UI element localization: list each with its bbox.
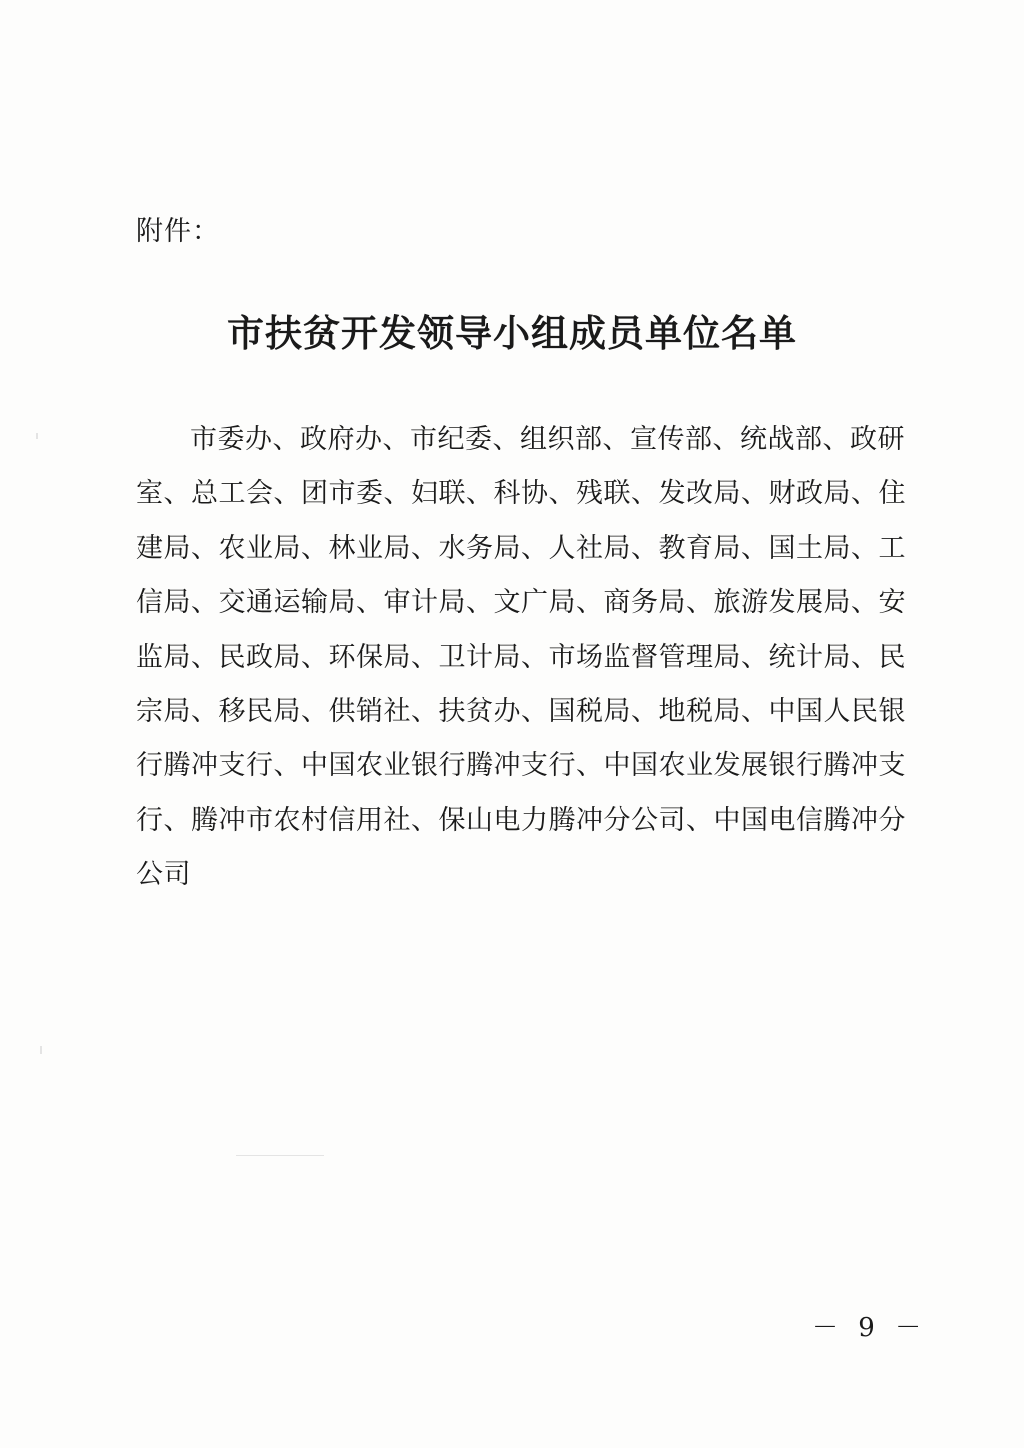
document-title: 市扶贫开发领导小组成员单位名单 <box>227 311 797 355</box>
scan-artifact-line <box>236 1155 324 1156</box>
body-line: 室、总工会、团市委、妇联、科协、残联、发改局、财政局、住 <box>136 478 906 510</box>
body-line: 市委办、政府办、市纪委、组织部、宣传部、统战部、政研 <box>190 424 905 455</box>
body-line: 行、腾冲市农村信用社、保山电力腾冲分公司、中国电信腾冲分 <box>136 804 906 836</box>
body-line: 信局、交通运输局、审计局、文广局、商务局、旅游发展局、安 <box>136 587 906 619</box>
member-unit-list <box>136 413 906 903</box>
body-line: 监局、民政局、环保局、卫计局、市场监督管理局、统计局、民 <box>136 641 906 673</box>
body-line: 宗局、移民局、供销社、扶贫办、国税局、地税局、中国人民银 <box>136 695 906 727</box>
scan-artifact-speck <box>36 433 38 439</box>
body-line: 行腾冲支行、中国农业银行腾冲支行、中国农业发展银行腾冲支 <box>136 750 906 782</box>
attachment-label: 附件： <box>136 216 220 247</box>
page-number: － 9 － <box>812 1313 928 1343</box>
body-line: 公司 <box>136 859 191 891</box>
scan-artifact-speck <box>40 1046 42 1054</box>
body-line: 建局、农业局、林业局、水务局、人社局、教育局、国土局、工 <box>136 532 906 564</box>
